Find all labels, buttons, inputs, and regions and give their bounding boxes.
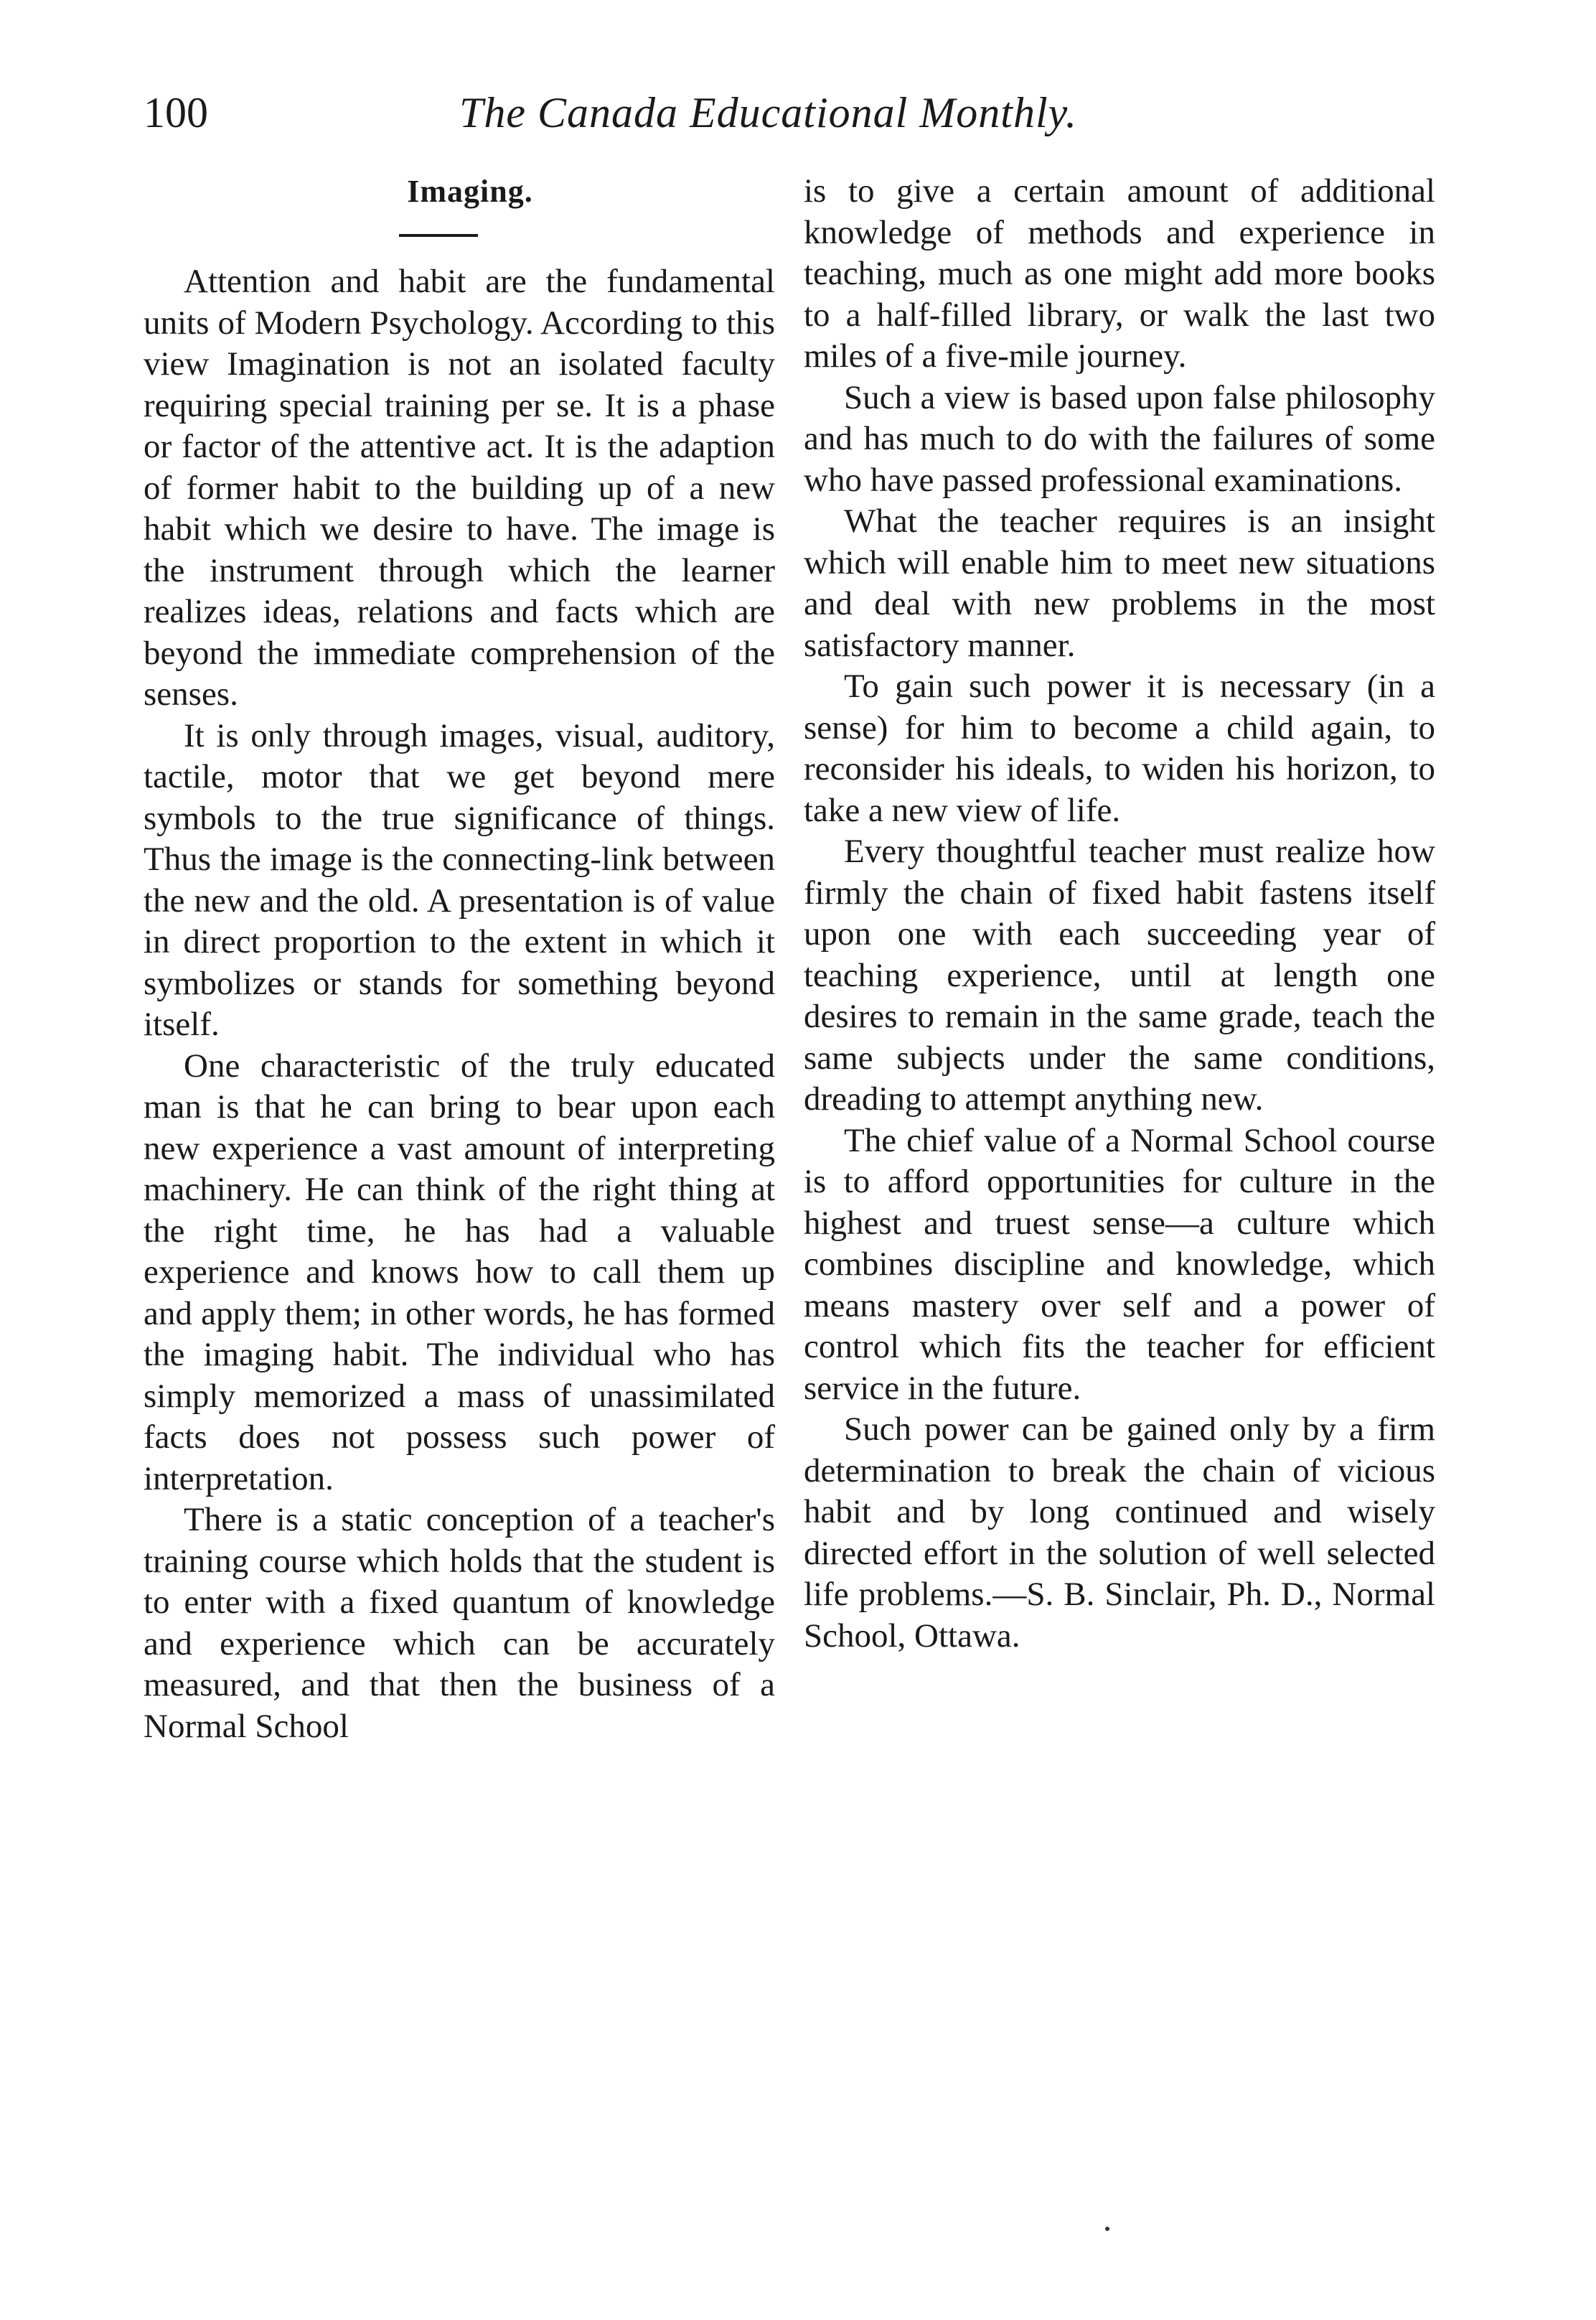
right-column bbox=[804, 171, 1435, 1657]
paragraph: Such a view is based upon false philosophy and has much to do with the failures of some who have passed professional examinations. bbox=[804, 378, 1435, 499]
print-speck bbox=[1105, 2227, 1109, 2231]
paragraph: There is a static conception of a teacher's training course which holds that the student is to enter with a fixed quantum of knowledge and experience which can be accurately measured, and that then the business of a Normal School bbox=[144, 1501, 775, 1745]
title-rule bbox=[399, 234, 478, 237]
page-header bbox=[144, 80, 1119, 145]
paragraph: Every thoughtful teacher must realize how firmly the chain of fixed habit fastens itself upon one with each succeeding year of teaching experience, until at length one desires to remain in the same grade, teach the same subjects under the same conditions, dreading to attempt anything new. bbox=[804, 833, 1435, 1118]
paragraph: It is only through images, visual, auditory, tactile, motor that we get beyond mere symbols to the true significance of things. Thus the image is the connecting-link between the new and the old. A presentation is of value in direct proportion to the extent in which it symbolizes or stands for something beyond itself. bbox=[144, 716, 775, 1043]
paragraph: The chief value of a Normal School course is to afford opportunities for culture in the highest and truest sense—a culture which combines discipline and knowledge, which means mastery over self and a power of control which fits the teacher for efficient service in the future. bbox=[804, 1121, 1435, 1407]
paragraph: Attention and habit are the fundamental units of Modern Psychology. According to this view Imagination is not an isolated faculty requiring special training per se. It is a phase or factor of the attentive act. It is the adaption of former habit to the building up of a new habit which we desire to have. The image is the instrument through which the learner realizes ideas, relations and facts which are beyond the immediate comprehension of the senses. bbox=[144, 263, 775, 713]
article-title: Imaging. bbox=[407, 174, 533, 209]
paragraph: What the teacher requires is an insight which will enable him to meet new situations and deal with new problems in the most satisfactory manner. bbox=[804, 502, 1435, 664]
paragraph-signature: Such power can be gained only by a firm determination to break the chain of vicious habit and by long continued and wisely directed effort in the solution of well selected life problems.—S. B. Sinclair, Ph. D., Normal School, Ottawa. bbox=[804, 1411, 1435, 1655]
paragraph: One characteristic of the truly educated man is that he can bring to bear upon each new experience a vast amount of interpreting machinery. He can think of the right thing at the right time, he has had a valuable experience and knows how to call them up and apply them; in other words, he has formed the imaging habit. The individual who has simply memorized a mass of unassimilated facts does not possess such power of interpretation. bbox=[144, 1047, 775, 1497]
running-head: The Canada Educational Monthly. bbox=[459, 89, 1077, 136]
left-column bbox=[144, 171, 775, 1747]
page-number: 100 bbox=[144, 89, 208, 136]
paragraph-continuation: is to give a certain amount of additional knowledge of methods and experience in teaching, much as one might add more books to a half-filled library, or walk the last two miles of a five-mile journey. bbox=[804, 172, 1435, 375]
paragraph: To gain such power it is necessary (in a sense) for him to become a child again, to reconsider his ideals, to widen his horizon, to take a new view of life. bbox=[804, 668, 1435, 829]
